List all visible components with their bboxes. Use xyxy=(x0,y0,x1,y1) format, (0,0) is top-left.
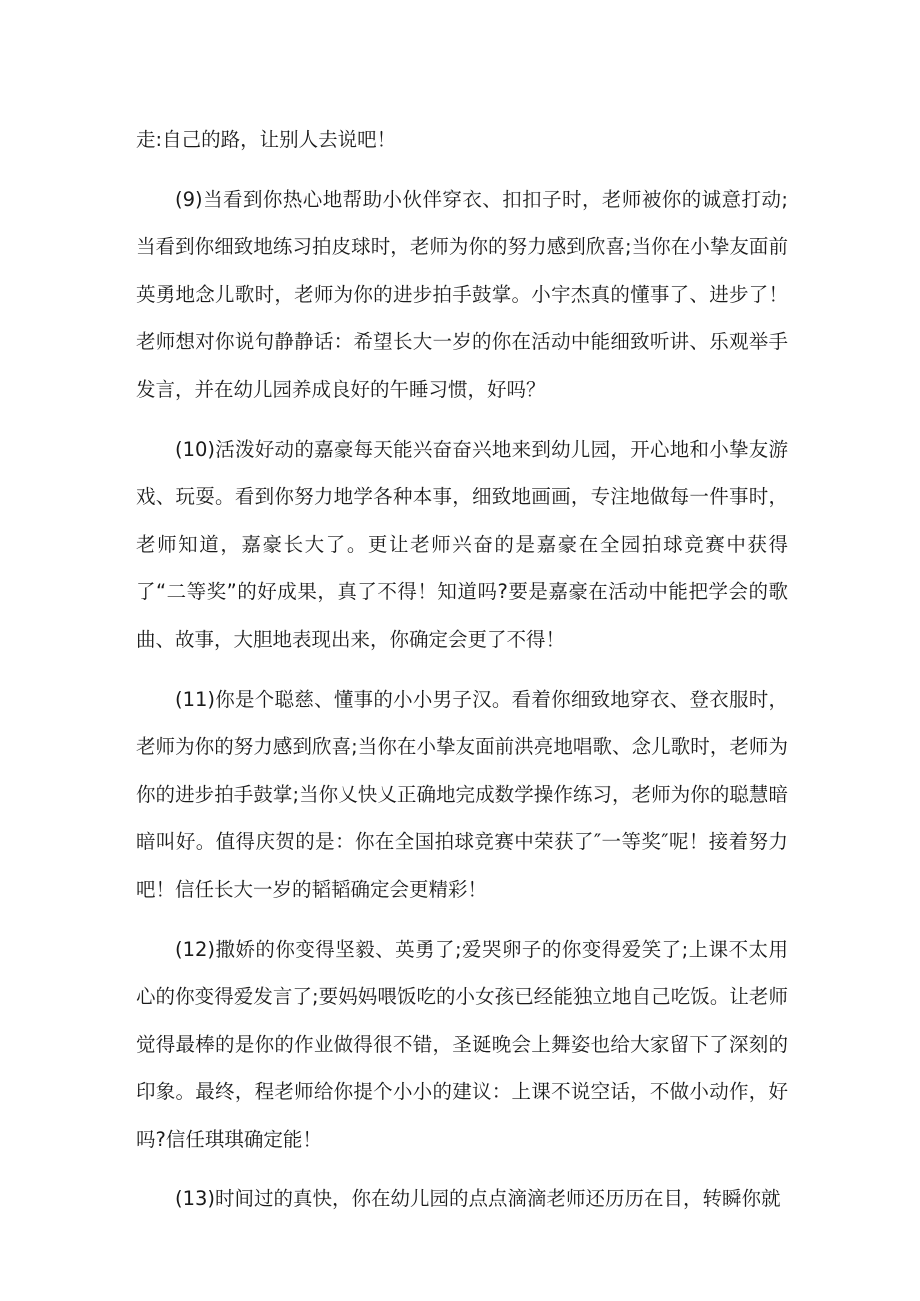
document-body xyxy=(136,116,788,1235)
paragraph-10: (10)活泼好动的嘉豪每天能兴奋奋兴地来到幼儿园，开心地和小挚友游戏、玩耍。看到你努力地学各种本事，细致地画画，专注地做每一件事时，老师知道，嘉豪长大了。更让老师兴奋的是嘉豪在全园拍球竞赛中获得了“二等奖”的好成果，真了不得！知道吗?要是嘉豪在活动中能把学会的歌曲、故事，大胆地表现出来，你确定会更了不得！ xyxy=(136,437,788,651)
paragraph-11: (11)你是个聪慈、懂事的小小男子汉。看着你细致地穿衣、登衣服时，老师为你的努力感到欣喜;当你在小挚友面前洪亮地唱歌、念儿歌时，老师为你的进步拍手鼓掌;当你乂快乂正确地完成数学操作练习，老师为你的聪慧暗暗叫好。值得庆贺的是：你在全国拍球竞赛中荣获了″一等奖″呢！接着努力吧！信任长大一岁的韬韬确定会更精彩！ xyxy=(136,687,788,901)
paragraph-13: (13)时间过的真快，你在幼儿园的点点滴滴老师还历历在目，转瞬你就 xyxy=(175,1187,781,1211)
paragraph-12: (12)撒娇的你变得坚毅、英勇了;爱哭卵子的你变得爱笑了;上课不太用心的你变得爱发言了;要妈妈喂饭吃的小女孩已经能独立地自己吃饭。让老师觉得最棒的是你的作业做得很不错，圣诞晚会上舞姿也给大家留下了深刻的印象。最终，程老师给你提个小小的建议：上课不说空话，不做小动作，好吗?信任琪琪确定能！ xyxy=(136,937,788,1151)
paragraph-continuation: 走:自己的路，让别人去说吧！ xyxy=(136,128,397,151)
paragraph-9: (9)当看到你热心地帮助小伙伴穿衣、扣扣子时，老师被你的诚意打动;当看到你细致地练习拍皮球时，老师为你的努力感到欣喜;当你在小挚友面前英勇地念儿歌时，老师为你的进步拍手鼓掌。小宇杰真的懂事了、进步了！老师想对你说句静静话：希望长大一岁的你在活动中能细致听讲、乐观举手发言，并在幼儿园养成良好的午睡习惯，好吗？ xyxy=(136,187,788,401)
